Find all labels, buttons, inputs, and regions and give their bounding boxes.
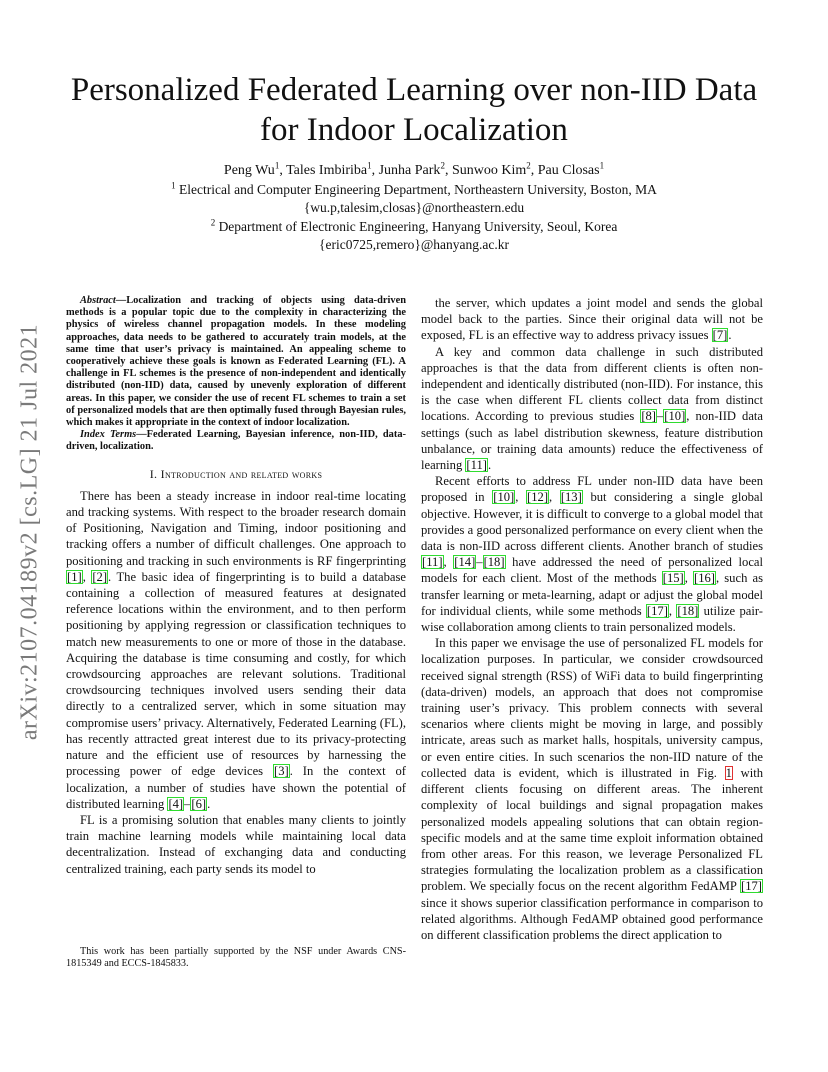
citation-link[interactable]: [14] bbox=[454, 555, 476, 570]
citation-link[interactable]: [8] bbox=[641, 409, 656, 424]
paragraph-text: since it shows superior classification performance in comparison to related algorithms. Although FedAMP obtained good performance on different classification problems the direct application to bbox=[421, 895, 763, 942]
citation-link[interactable]: [18] bbox=[483, 555, 505, 570]
citation-link[interactable]: [16] bbox=[694, 571, 715, 586]
paragraph-text: . bbox=[207, 796, 211, 811]
abstract bbox=[66, 295, 406, 429]
paragraph-text: , bbox=[443, 555, 454, 570]
paragraph-text: , bbox=[515, 490, 527, 505]
paragraph-text: Recent efforts to address FL under non-IID data have been proposed in bbox=[421, 474, 763, 505]
paragraph-text: – bbox=[184, 796, 191, 811]
footnote-text: This work has been partially supported by the NSF under Awards CNS-1815349 and ECCS-1845833. bbox=[66, 946, 406, 969]
paragraph-text: , bbox=[82, 569, 92, 584]
body-paragraph bbox=[421, 473, 763, 635]
index-terms bbox=[66, 429, 406, 453]
body-paragraph bbox=[66, 812, 406, 877]
citation-link[interactable]: [17] bbox=[646, 603, 668, 618]
citation-link[interactable]: [11] bbox=[466, 458, 487, 473]
paragraph-text: but considering a single global objective. However, it is difficult to converge to a global model that provides a good personalized performance on every client when the data is non-IID across different clients. Another branch of studies bbox=[421, 490, 764, 554]
author-affiliation-mark: 1 bbox=[599, 160, 605, 171]
section-heading: I. Introduction and related works bbox=[149, 466, 323, 481]
citation-link[interactable]: [1] bbox=[67, 569, 82, 584]
citation-link[interactable]: [10] bbox=[664, 409, 686, 424]
citation-link[interactable]: [6] bbox=[191, 796, 207, 811]
title-line-2: for Indoor Localization bbox=[260, 112, 568, 148]
paragraph-text: . bbox=[728, 328, 732, 343]
affiliation-2: $^2$ Department of Electronic Engineering, Hanyang University, Seoul, Korea bbox=[210, 217, 618, 234]
right-body bbox=[421, 295, 763, 943]
author-name: Junha Park bbox=[378, 163, 441, 178]
paper-title bbox=[30, 70, 798, 150]
paragraph-text: – bbox=[476, 555, 483, 570]
body-paragraph bbox=[66, 488, 406, 812]
author-name: Pau Closas bbox=[537, 163, 600, 178]
author-names: Peng Wu$^1$, Tales Imbiriba$^1$, Junha Park$^2$, Sunwoo Kim$^2$, Pau Closas$^1$ bbox=[223, 160, 605, 178]
abstract-text: —Localization and tracking of objects using data-driven methods is a popular topic due to the complexity in characterizing the physics of wireless channel propagation models. In these modeling approaches, data needs to be gathered to accurately train models, at the same time that user’s privacy is maintained. An appealing scheme to cooperatively achieve these goals is known as Federated Learning (FL). A challenge in FL schemes is the presence of non-independent and identically distributed (non-IID) data, caused by unevenly exploration of different areas. In this paper, we consider the use of recent FL schemes to train a set of personalized models that are then optimally fused through Bayesian rules, which makes it appropriate in the context of indoor localization. bbox=[66, 295, 406, 429]
title-line-1: Personalized Federated Learning over non-IID Data bbox=[70, 72, 758, 108]
paragraph-text: with different clients focusing on different areas. The inherent complexity of local buildings and signal propagation makes personalized models appealing solutions that can obtain region-specific models and at the same time exploit information obtained from other areas. For this reason, we leverage Personalized FL strategies formulating the localization problem as a classification problem. We specially focus on the recent algorithm FedAMP bbox=[421, 765, 763, 894]
arxiv-stamp-text: arXiv:2107.04189v2 [cs.LG] 21 Jul 2021 bbox=[16, 323, 43, 741]
right-column bbox=[421, 295, 763, 943]
citation-link[interactable]: [13] bbox=[560, 490, 582, 505]
paragraph-text: . The basic idea of fingerprinting is to build a database containing a collection of measured features at designated reference locations within the environment, and to then perform positioning by applying regression or classification techniques to match new measurements to one or more of those in the database. Acquiring the database is time consuming and costly, for which crowdsourcing approaches are relevant solutions. Traditional crowdsourcing techniques involved users sending their data directly to a centralized server, which in some situation may compromise users’ privacy. Alternatively, Federated Learning (FL), has recently attracted great interest due to its privacy-protecting nature and the efficient use of resources by harnessing the processing power of edge devices bbox=[66, 569, 406, 779]
abstract-label: Abstract bbox=[80, 295, 116, 306]
body-paragraph bbox=[421, 295, 763, 344]
paragraph-text: – bbox=[657, 409, 664, 424]
citation-link[interactable]: [7] bbox=[712, 328, 728, 343]
author-affiliation-mark: 1 bbox=[367, 160, 372, 171]
paragraph-text: . bbox=[487, 458, 492, 473]
paragraph-text: , bbox=[668, 603, 677, 618]
left-body bbox=[66, 488, 406, 877]
author-name: Sunwoo Kim bbox=[451, 163, 527, 178]
author-name: Peng Wu bbox=[223, 163, 275, 178]
affiliation-1: $^1$ Electrical and Computer Engineering Department, Northeastern University, Boston, MA bbox=[171, 180, 657, 197]
body-paragraph bbox=[421, 344, 763, 474]
paragraph-text: utilize pair-wise collaboration among clients to train personalized models. bbox=[421, 603, 763, 635]
body-paragraph bbox=[421, 635, 763, 943]
index-terms-text: —Federated Learning, Bayesian inference, non-IID, data-driven, localization. bbox=[66, 429, 406, 453]
citation-link[interactable]: [3] bbox=[274, 764, 289, 779]
citation-link[interactable]: [10] bbox=[493, 490, 515, 505]
paragraph-text: have addressed the need of personalized local models for each client. Most of the methods bbox=[421, 555, 764, 586]
paragraph-text: . In the context of localization, a number of studies have shown the potential of distributed learning bbox=[66, 764, 406, 811]
left-column bbox=[66, 295, 406, 877]
citation-link[interactable]: [18] bbox=[677, 603, 699, 618]
author-affiliation-mark: 1 bbox=[274, 160, 280, 171]
paragraph-text: In this paper we envisage the use of personalized FL models for localization purposes. In particular, we consider crowdsourced received signal strength (RSS) of WiFi data to build fingerprinting (data-driven) models, an approach that does not compromise training user’s privacy. This problem connects with several scenarios where clients might be moving in large, and possibly intricate, areas such as market halls, hospitals, university campus, or even entire cities. In such scenarios the non-IID nature of the collected data is evident, which is illustrated in Fig. bbox=[421, 636, 763, 780]
email-1: {wu.p,talesim,closas}@northeastern.edu bbox=[303, 200, 525, 215]
figure-link[interactable]: 1 bbox=[725, 765, 732, 780]
email-2: {eric0725,remero}@hanyang.ac.kr bbox=[319, 237, 509, 252]
author-affiliation-mark: 2 bbox=[440, 160, 445, 171]
paragraph-text: A key and common data challenge in such distributed approaches is that the data from different clients is often non-independent and identically distributed (non-IID). For instance, this is the case when different FL clients collect data from distinct locations. According to previous studies bbox=[421, 344, 763, 424]
author-block bbox=[30, 162, 798, 255]
author-affiliation-mark: 2 bbox=[526, 160, 531, 171]
paragraph-text: There has been a steady increase in indoor real-time locating and tracking systems. With respect to the broader research domain of Positioning, Navigation and Timing, indoor positioning and tracking offers a number of difficult challenges. One approach to positioning and tracking in such environments is RF fingerprinting bbox=[66, 488, 406, 568]
citation-link[interactable]: [11] bbox=[422, 555, 443, 570]
paragraph-text: , bbox=[684, 571, 694, 586]
citation-link[interactable]: [15] bbox=[662, 571, 684, 586]
citation-link[interactable]: [4] bbox=[168, 796, 184, 811]
footnote bbox=[66, 946, 406, 970]
citation-link[interactable]: [12] bbox=[527, 490, 549, 505]
paragraph-text: , such as transfer learning or meta-learning, adapt or adjust the global model for individual clients, while some methods bbox=[421, 571, 763, 618]
index-terms-label: Index Terms bbox=[80, 429, 137, 441]
citation-link[interactable]: [17] bbox=[741, 879, 762, 894]
citation-link[interactable]: [2] bbox=[92, 569, 108, 584]
paragraph-text: , bbox=[549, 490, 560, 505]
author-name: Tales Imbiriba bbox=[286, 163, 368, 178]
paragraph-text: the server, which updates a joint model and sends the global model back to the parties. Since their original data will not be exposed, FL is an effective way to address privacy issues bbox=[421, 296, 763, 343]
paragraph-text: FL is a promising solution that enables many clients to jointly train machine learning models while maintaining local data decentralization. Instead of exchanging data and conducting centralized training, each party sends its model to bbox=[66, 812, 406, 876]
paragraph-text: , non-IID data settings (such as label distribution skewness, feature distribution unbalance, or training data amounts) reduce the effectiveness of learning bbox=[421, 409, 764, 473]
